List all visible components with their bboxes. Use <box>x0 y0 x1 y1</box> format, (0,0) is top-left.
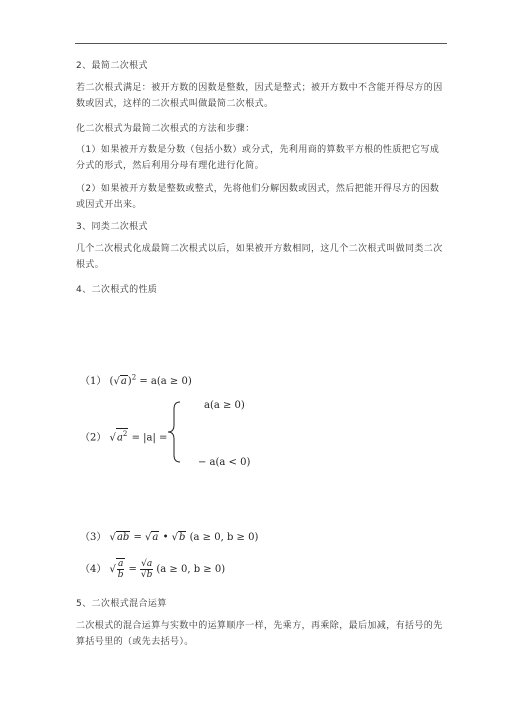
property-2-formula: = |a| = <box>131 432 168 444</box>
property-3-formula: (a ≥ 0, b ≥ 0) <box>189 532 259 543</box>
section-2-step-2: （2）如果被开方数是整数或整式，先将他们分解因数或因式，然后把能开得尽方的因数或因式开出来。 <box>76 184 440 210</box>
property-2: （2） $√a^2 = |a|$ = <box>80 430 168 444</box>
section-3-heading: 3、同类二次根式 <box>76 222 148 232</box>
section-2-step-1: （1）如果被开方数是分数（包括小数）或分式，先利用商的算数平方根的性质把它写成分式的形式，然后利用分母有理化进行化简。 <box>76 145 440 171</box>
section-4-heading: 4、二次根式的性质 <box>76 285 158 295</box>
property-2-number: （2） <box>80 432 107 444</box>
section-5-heading: 5、二次根式混合运算 <box>76 599 167 609</box>
property-3: （3） √ab = √a • √b (a ≥ 0, b ≥ 0) <box>80 532 259 543</box>
header-rule <box>75 43 447 44</box>
property-4-formula: (a ≥ 0, b ≥ 0) <box>156 564 226 575</box>
piecewise-brace <box>166 401 182 463</box>
property-1-formula: = a(a ≥ 0) <box>139 376 192 387</box>
property-3-number: （3） <box>80 532 107 543</box>
section-2-method-title: 化二次根式为最简二次根式的方法和步骤： <box>76 124 255 134</box>
section-3-definition: 几个二次根式化成最简二次根式以后，如果被开方数相同，这几个二次根式叫做同类二次根式。 <box>76 244 443 270</box>
property-2-case-1: a(a ≥ 0) <box>204 400 245 411</box>
property-2-case-2: − a(a < 0) <box>198 457 251 468</box>
property-4-number: （4） <box>80 564 107 575</box>
section-2-heading: 2、最简二次根式 <box>76 61 148 71</box>
property-1-number: （1） <box>80 376 107 387</box>
property-1: （1） $(√a)^2 = a(a \ge 0)$ <box>80 373 192 387</box>
section-5-body: 二次根式的混合运算与实数中的运算顺序一样，先乘方，再乘除，最后加减，有括号的先算括号里的（或先去括号）。 <box>76 621 443 647</box>
property-4: （4） √ $\frac{a}{b}$ = $\frac{√a}{√b}$ (a ≥ 0, b ≥ 0) <box>80 559 226 580</box>
section-2-definition: 若二次根式满足：被开方数的因数是整数，因式是整式；被开方数中不含能开得尽方的因数或因式，这样的二次根式叫做最简二次根式。 <box>76 83 443 109</box>
